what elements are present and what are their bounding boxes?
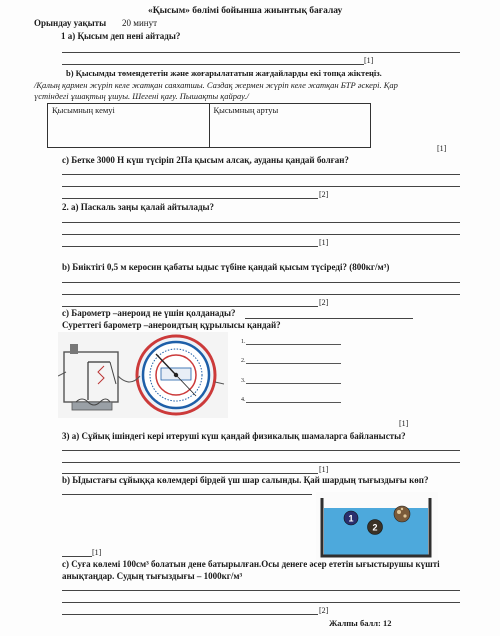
answer-line[interactable] xyxy=(62,306,318,307)
part-label-3: 3. xyxy=(241,378,246,384)
answer-line[interactable] xyxy=(62,462,460,463)
q2a-text: 2. а) Паскаль заңы қалай айтылады? xyxy=(62,202,215,212)
q1c-text: c) Бетке 3000 Н күш түсіріп 2Па қысым алсақ, ауданы қандай болған? xyxy=(62,155,349,165)
beaker-with-balls-figure xyxy=(316,492,438,560)
answer-line[interactable] xyxy=(62,174,460,175)
q1b-mark: [1] xyxy=(437,144,447,153)
answer-line[interactable] xyxy=(62,234,460,235)
worksheet-title: «Қысым» бөлімі бойынша жиынтық бағалау xyxy=(148,6,343,16)
q1b-list-line2: үстіндегі ұшақтың ұшуы. Шегені қағу. Пышақты қайрау./ xyxy=(34,91,249,101)
barometer-aneroid-figure xyxy=(58,332,228,418)
answer-line[interactable] xyxy=(62,64,364,65)
total-score: Жалпы балл: 12 xyxy=(329,618,392,628)
q2c-mark: [1] xyxy=(399,419,409,428)
answer-line[interactable] xyxy=(62,494,312,495)
answer-line[interactable] xyxy=(62,473,318,474)
q1a-mark: [1] xyxy=(364,56,374,65)
answer-line[interactable] xyxy=(62,222,460,223)
answer-line[interactable] xyxy=(62,186,460,187)
part-line-2[interactable] xyxy=(246,363,341,364)
q1b-text: b) Қысымды төмендететін және жоғарылататын жағдайларды екі топқа жіктеңіз. xyxy=(66,68,382,78)
answer-line[interactable] xyxy=(62,198,318,199)
q1a-text: 1 а) Қысым деп нені айтады? xyxy=(61,31,181,41)
part-line-1[interactable] xyxy=(246,344,341,345)
col2-header: Қысымның артуы xyxy=(213,105,279,115)
q2a-mark: [1] xyxy=(319,238,329,247)
answer-line[interactable] xyxy=(245,318,413,319)
ball-label-2: 2 xyxy=(372,522,378,533)
time-label: Орындау уақыты xyxy=(34,18,107,28)
q3c-text-line2: анықтаңдар. Судың тығыздығы – 1000кг/м³ xyxy=(62,571,243,581)
part-line-4[interactable] xyxy=(246,402,341,403)
col1-header: Қысымның кемуі xyxy=(52,105,115,115)
q3b-text: b) Ыдыстағы сұйыққа көлемдері бірдей үш шар салынды. Қай шардың тығыздығы көп? xyxy=(62,475,429,485)
answer-line[interactable] xyxy=(62,246,318,247)
answer-line[interactable] xyxy=(62,52,460,53)
ball-label-1: 1 xyxy=(348,513,354,524)
answer-line[interactable] xyxy=(62,590,460,591)
part-line-3[interactable] xyxy=(246,383,341,384)
q3a-mark: [1] xyxy=(319,465,329,474)
answer-line[interactable] xyxy=(62,556,92,557)
col-pressure-decrease[interactable] xyxy=(48,104,210,148)
q1c-mark: [2] xyxy=(319,190,329,199)
part-label-1: 1. xyxy=(241,339,246,345)
col-pressure-increase[interactable] xyxy=(209,104,371,148)
classification-table xyxy=(47,103,371,148)
answer-line[interactable] xyxy=(62,602,460,603)
answer-line[interactable] xyxy=(62,450,460,451)
q2b-mark: [2] xyxy=(319,298,329,307)
answer-line[interactable] xyxy=(62,282,460,283)
q2c-question2: Суреттегі барометр –анероидтың құрылысы қандай? xyxy=(62,320,281,330)
time-value: 20 минут xyxy=(122,18,158,28)
answer-line[interactable] xyxy=(62,614,318,615)
q3c-mark: [2] xyxy=(319,606,329,615)
q3b-mark: [1] xyxy=(92,548,102,557)
answer-line[interactable] xyxy=(62,294,460,295)
q2c-text: c) Барометр –анероид не үшін қолданады? xyxy=(62,308,236,318)
q2b-text: b) Биіктігі 0,5 м керосин қабаты ыдыс түбіне қандай қысым түсіреді? (800кг/м³) xyxy=(62,262,390,272)
q3c-text: c) Суға көлемі 100см³ болатын дене батырылған.Осы денеге әсер ететін ығыстырушы күшті xyxy=(62,559,440,569)
q3a-text: 3) а) Сұйық ішіндегі кері итеруші күш қандай физикалық шамаларга байланысты? xyxy=(62,431,406,441)
part-label-2: 2. xyxy=(241,358,246,364)
part-label-4: 4. xyxy=(241,397,246,403)
q1b-list-line1: /Қалың қармен жүріп келе жатқан саяхатшы. Саздақ жермен жүріп келе жатқан БТР әскері. Қар xyxy=(34,80,398,90)
